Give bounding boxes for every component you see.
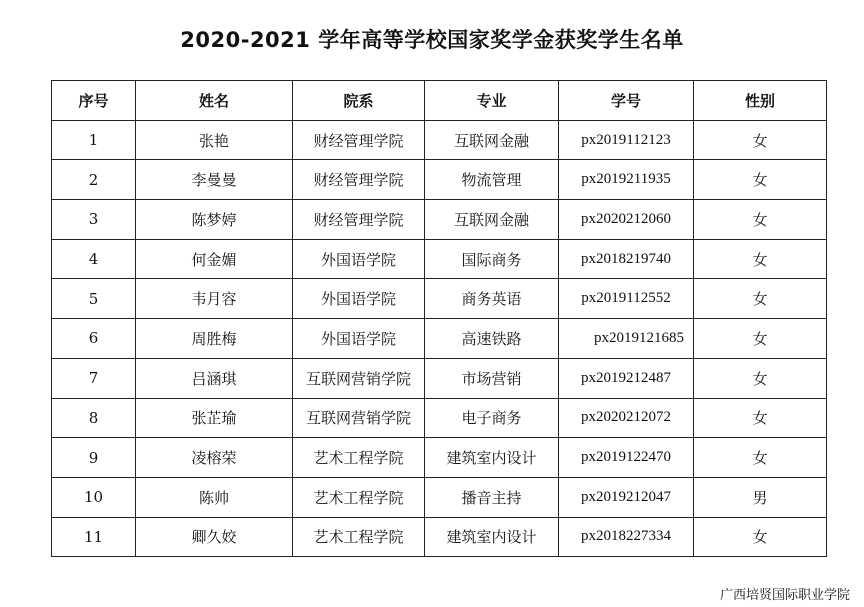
- cell-major: 国际商务: [425, 239, 559, 279]
- table-row: [52, 477, 827, 517]
- cell-index: 5: [52, 279, 136, 319]
- cell-name: 张芷瑜: [136, 398, 293, 438]
- cell-name: 何金媚: [136, 239, 293, 279]
- table-row: [52, 517, 827, 557]
- cell-major: 电子商务: [425, 398, 559, 438]
- cell-department: 艺术工程学院: [293, 477, 425, 517]
- scholarship-table: [51, 80, 827, 557]
- cell-student-id: px2020212072: [559, 398, 694, 438]
- cell-gender: 女: [694, 279, 827, 319]
- cell-name: 陈梦婷: [136, 200, 293, 240]
- cell-name: 卿久姣: [136, 517, 293, 557]
- cell-name: 韦月容: [136, 279, 293, 319]
- table-row: [52, 239, 827, 279]
- header-major: 专业: [425, 81, 559, 121]
- cell-index: 3: [52, 200, 136, 240]
- cell-name: 李曼曼: [136, 160, 293, 200]
- cell-major: 建筑室内设计: [425, 517, 559, 557]
- cell-gender: 女: [694, 200, 827, 240]
- cell-index: 4: [52, 239, 136, 279]
- cell-name: 吕涵琪: [136, 358, 293, 398]
- cell-department: 外国语学院: [293, 319, 425, 359]
- cell-student-id: px2019112123: [559, 120, 694, 160]
- table-row: [52, 319, 827, 359]
- cell-major: 商务英语: [425, 279, 559, 319]
- table-row: [52, 398, 827, 438]
- header-student-id: 学号: [559, 81, 694, 121]
- cell-gender: 女: [694, 120, 827, 160]
- cell-student-id: px2019212047: [559, 477, 694, 517]
- cell-department: 互联网营销学院: [293, 358, 425, 398]
- cell-gender: 女: [694, 319, 827, 359]
- cell-major: 高速铁路: [425, 319, 559, 359]
- cell-department: 艺术工程学院: [293, 438, 425, 478]
- cell-gender: 女: [694, 517, 827, 557]
- cell-student-id: px2019211935: [559, 160, 694, 200]
- cell-index: 1: [52, 120, 136, 160]
- header-name: 姓名: [136, 81, 293, 121]
- cell-department: 艺术工程学院: [293, 517, 425, 557]
- cell-department: 财经管理学院: [293, 120, 425, 160]
- cell-department: 外国语学院: [293, 239, 425, 279]
- cell-student-id: px2018227334: [559, 517, 694, 557]
- cell-gender: 女: [694, 398, 827, 438]
- table-row: [52, 279, 827, 319]
- cell-gender: 女: [694, 438, 827, 478]
- cell-major: 互联网金融: [425, 120, 559, 160]
- cell-index: 6: [52, 319, 136, 359]
- cell-name: 凌榕荣: [136, 438, 293, 478]
- cell-student-id: px2019121685: [559, 319, 694, 359]
- cell-department: 财经管理学院: [293, 200, 425, 240]
- table-row: [52, 120, 827, 160]
- table-row: [52, 160, 827, 200]
- cell-major: 物流管理: [425, 160, 559, 200]
- cell-gender: 男: [694, 477, 827, 517]
- institution-footer: 广西培贤国际职业学院: [719, 588, 850, 603]
- header-row: [52, 81, 827, 121]
- cell-index: 11: [52, 517, 136, 557]
- cell-department: 财经管理学院: [293, 160, 425, 200]
- cell-gender: 女: [694, 239, 827, 279]
- table-row: [52, 358, 827, 398]
- table-body: [52, 120, 827, 557]
- cell-name: 张艳: [136, 120, 293, 160]
- cell-major: 播音主持: [425, 477, 559, 517]
- cell-index: 9: [52, 438, 136, 478]
- header-index: 序号: [52, 81, 136, 121]
- cell-student-id: px2018219740: [559, 239, 694, 279]
- header-gender: 性别: [694, 81, 827, 121]
- cell-student-id: px2019212487: [559, 358, 694, 398]
- cell-gender: 女: [694, 160, 827, 200]
- cell-major: 建筑室内设计: [425, 438, 559, 478]
- table-row: [52, 200, 827, 240]
- cell-index: 8: [52, 398, 136, 438]
- cell-name: 陈帅: [136, 477, 293, 517]
- cell-student-id: px2020212060: [559, 200, 694, 240]
- cell-major: 互联网金融: [425, 200, 559, 240]
- header-department: 院系: [293, 81, 425, 121]
- page-title: 2020-2021 学年高等学校国家奖学金获奖学生名单: [180, 28, 684, 52]
- cell-name: 周胜梅: [136, 319, 293, 359]
- table-header: [52, 81, 827, 121]
- cell-major: 市场营销: [425, 358, 559, 398]
- cell-department: 互联网营销学院: [293, 398, 425, 438]
- table-row: [52, 438, 827, 478]
- cell-index: 10: [52, 477, 136, 517]
- cell-student-id: px2019112552: [559, 279, 694, 319]
- cell-department: 外国语学院: [293, 279, 425, 319]
- cell-index: 2: [52, 160, 136, 200]
- cell-gender: 女: [694, 358, 827, 398]
- cell-index: 7: [52, 358, 136, 398]
- cell-student-id: px2019122470: [559, 438, 694, 478]
